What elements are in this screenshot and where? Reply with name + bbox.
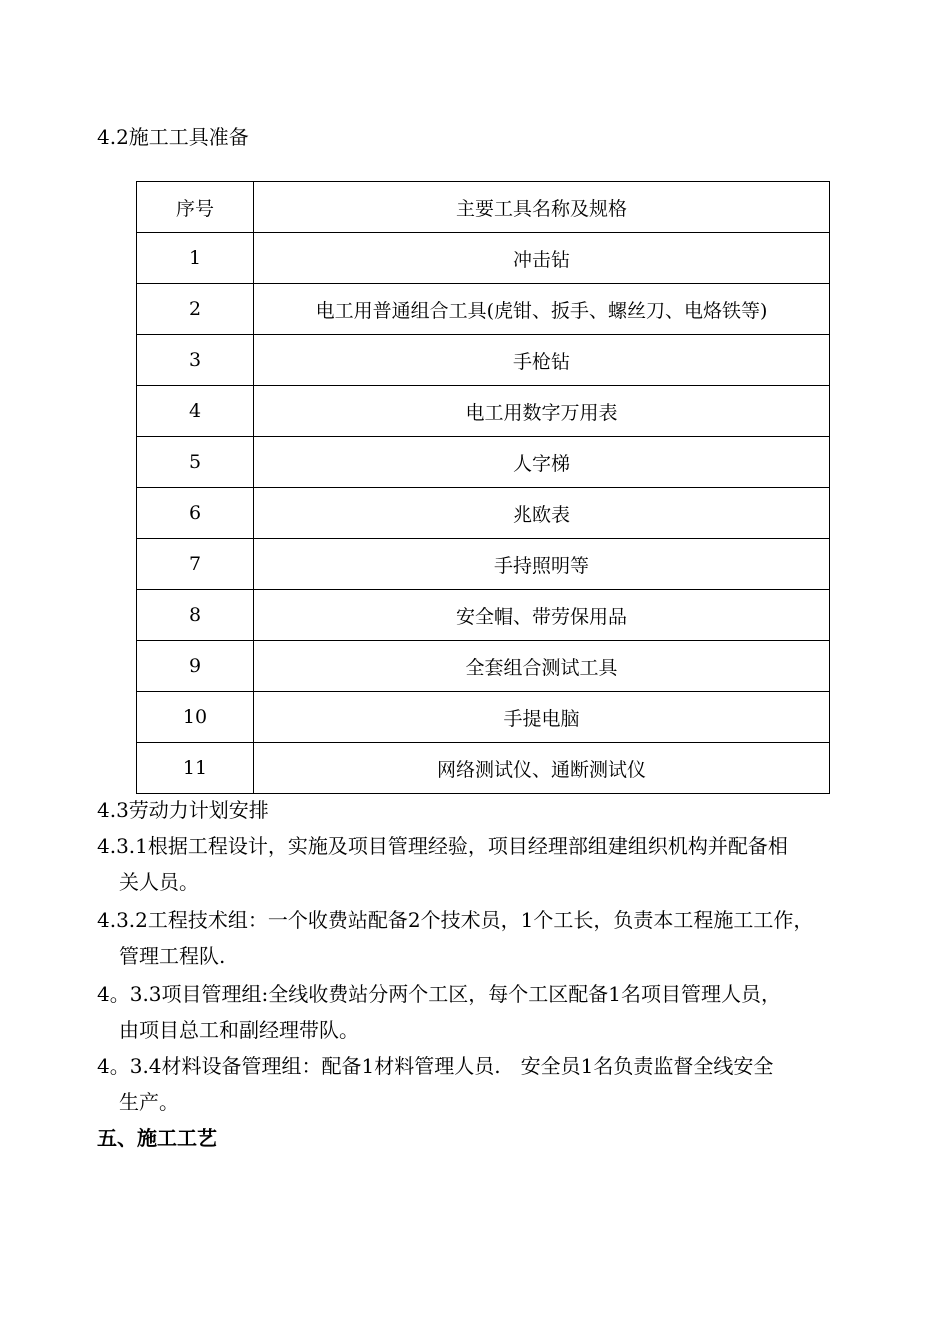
row-index: 9 xyxy=(137,641,254,692)
row-index: 4 xyxy=(137,386,254,437)
row-tool-name: 全套组合测试工具 xyxy=(254,641,830,692)
row-tool-name: 电工用普通组合工具(虎钳、扳手、螺丝刀、电烙铁等) xyxy=(254,284,830,335)
table-row xyxy=(137,488,830,539)
paragraph-line-continued: 由项目总工和副经理带队。 xyxy=(119,1018,359,1042)
row-tool-name: 网络测试仪、通断测试仪 xyxy=(254,743,830,794)
table-row xyxy=(137,539,830,590)
table-row xyxy=(137,590,830,641)
paragraph-4-3-3 xyxy=(97,976,869,1048)
header-index: 序号 xyxy=(137,182,254,233)
row-tool-name: 手持照明等 xyxy=(254,539,830,590)
heading-4-2: 4.2施工工具准备 xyxy=(97,125,249,149)
row-index: 7 xyxy=(137,539,254,590)
table-row xyxy=(137,743,830,794)
row-tool-name: 电工用数字万用表 xyxy=(254,386,830,437)
paragraph-line: 4。3.3项目管理组:全线收费站分两个工区，每个工区配备1名项目管理人员， xyxy=(97,982,781,1006)
paragraph-4-3-1 xyxy=(97,828,869,900)
row-index: 8 xyxy=(137,590,254,641)
heading-4-3 xyxy=(97,792,869,828)
row-index: 10 xyxy=(137,692,254,743)
table-row xyxy=(137,284,830,335)
row-index: 5 xyxy=(137,437,254,488)
paragraph-line: 4.3.2工程技术组：一个收费站配备2个技术员，1个工长，负责本工程施工工作， xyxy=(97,908,814,932)
table-row xyxy=(137,437,830,488)
row-tool-name: 手提电脑 xyxy=(254,692,830,743)
row-index: 11 xyxy=(137,743,254,794)
tools-table xyxy=(136,181,830,794)
row-tool-name: 安全帽、带劳保用品 xyxy=(254,590,830,641)
paragraph-4-3-4 xyxy=(97,1048,869,1120)
table-row xyxy=(137,335,830,386)
row-index: 6 xyxy=(137,488,254,539)
heading-4-3-text: 4.3劳动力计划安排 xyxy=(97,798,269,822)
table-row xyxy=(137,692,830,743)
table-row xyxy=(137,641,830,692)
row-index: 3 xyxy=(137,335,254,386)
row-tool-name: 人字梯 xyxy=(254,437,830,488)
table-header-row xyxy=(137,182,830,233)
row-tool-name: 手枪钻 xyxy=(254,335,830,386)
table-row xyxy=(137,233,830,284)
section-five-title: 五、施工工艺 xyxy=(97,1126,217,1150)
paragraph-line-continued: 生产。 xyxy=(119,1090,179,1114)
row-index: 1 xyxy=(137,233,254,284)
row-index: 2 xyxy=(137,284,254,335)
row-tool-name: 冲击钻 xyxy=(254,233,830,284)
header-tool-name: 主要工具名称及规格 xyxy=(254,182,830,233)
paragraph-4-3-2 xyxy=(97,902,869,974)
paragraph-line-continued: 管理工程队. xyxy=(119,944,226,968)
paragraph-line-continued: 关人员。 xyxy=(119,870,199,894)
paragraph-line: 4.3.1根据工程设计，实施及项目管理经验，项目经理部组建组织机构并配备相 xyxy=(97,834,788,858)
table-row xyxy=(137,386,830,437)
paragraph-line: 4。3.4材料设备管理组：配备1材料管理人员. 安全员1名负责监督全线安全 xyxy=(97,1054,774,1078)
row-tool-name: 兆欧表 xyxy=(254,488,830,539)
